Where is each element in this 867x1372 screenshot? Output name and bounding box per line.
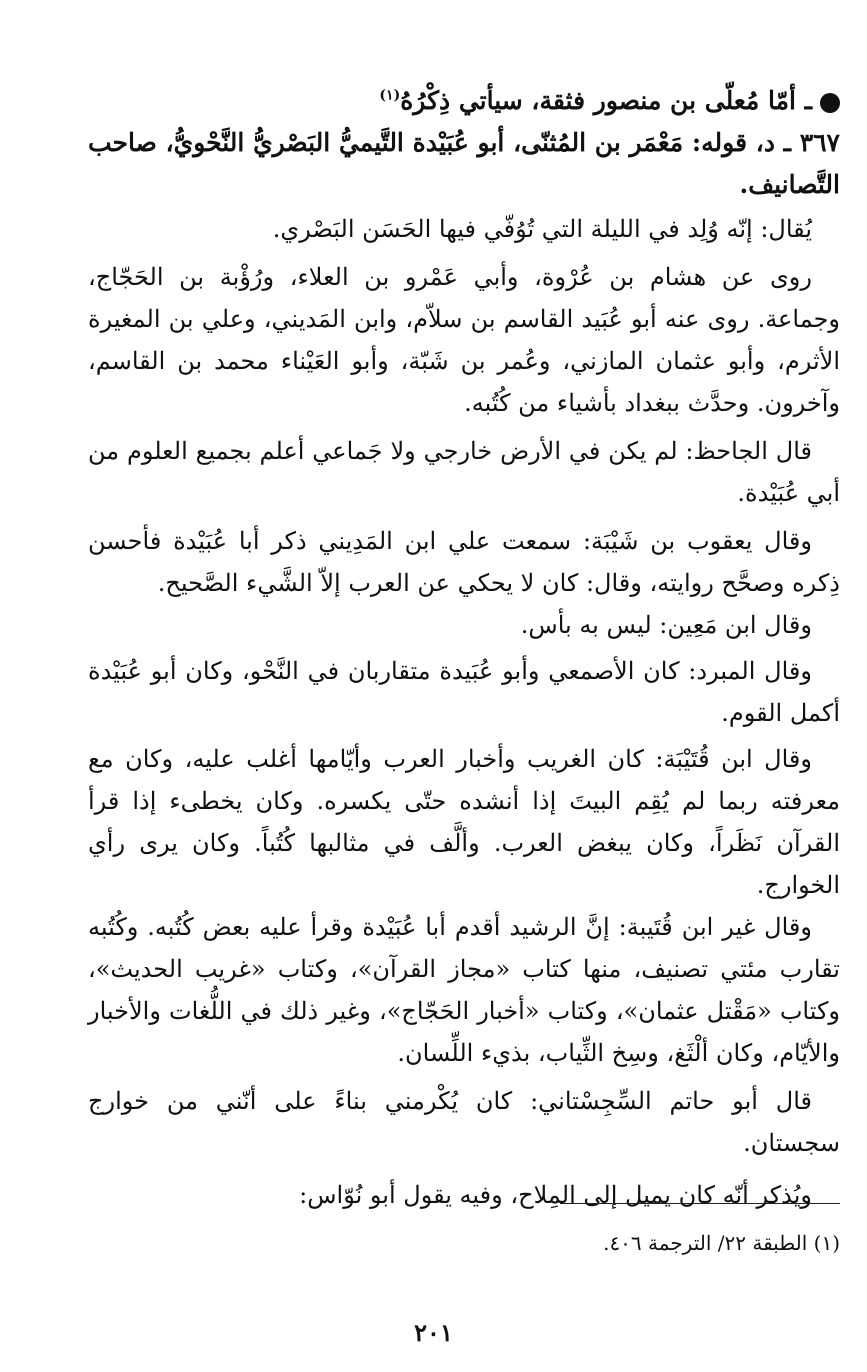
paragraph-jahiz: قال الجاحظ: لم يكن في الأرض خارجي ولا جَماعي أعلم بجميع العلوم من أبي عُبَيْدة. (88, 437, 840, 507)
paragraph-narrators: روى عن هشام بن عُرْوة، وأبي عَمْرو بن العلاء، ورُؤْبة بن الحَجّاج، وجماعة. روى عنه أبو عُبَيد القاسم بن سلاّم، وابن المَديني، وعلي بن المغيرة الأثرم، وأبو عثمان المازني، وعُمر بن شَبّة، وأبو العَيْناء محمد بن القاسم، وآخرون. وحدَّث ببغداد بأشياء من كُتُبه. (88, 263, 840, 417)
footnote-divider (560, 1203, 840, 1204)
note-heading-text: ـ أمّا مُعلّى بن منصور فثقة، سيأتي ذِكْرُهُ (400, 86, 812, 115)
paragraph-abu-nuwas: ويُذكر أنّه كان يميل إلى المِلاح، وفيه يقول أبو نُوّاس: (299, 1181, 812, 1209)
footnote-reference: (١) (379, 87, 401, 104)
paragraph-abu-hatim: قال أبو حاتم السِّجِسْتاني: كان يُكْرمني بناءً على أنّني من خوارج سجستان. (88, 1087, 840, 1157)
page-body (88, 80, 840, 1216)
note-heading (88, 80, 840, 122)
paragraph-ibn-main: وقال ابن مَعِين: ليس به بأس. (520, 611, 812, 639)
paragraph-yaqub: وقال يعقوب بن شَيْبَة: سمعت علي ابن المَدِيني ذكر أبا عُبَيْدة فأحسن ذِكره وصحَّح روايته، وقال: كان لا يحكي عن العرب إلاّ الشَّيء الصَّحيح. (88, 527, 840, 597)
paragraph-ibn-qutayba: وقال ابن قُتَيْبَة: كان الغريب وأخبار العرب وأيّامها أغلب عليه، وكان مع معرفته ربما لم يُقِم البيتَ إذا أنشده حتّى يكسره. وكان يخطىء إذا قرأ القرآن نَظَراً، وكان يبغض العرب. وألَّف في مثالبها كُتُباً. وكان يرى رأي الخوارج. (88, 745, 840, 899)
entry-heading: ٣٦٧ ـ د، قوله: مَعْمَر بن المُثنّى، أبو عُبَيْدة التَّيميُّ البَصْريُّ النَّحْويُّ، صاحب التَّصانيف. (88, 128, 840, 199)
footnote: (١) الطبقة ٢٢/ الترجمة ٤٠٦. (603, 1231, 840, 1255)
paragraph-mubarrad: وقال المبرد: كان الأصمعي وأبو عُبَيدة متقاربان في النَّحْو، وكان أبو عُبَيْدة أكمل القوم. (88, 657, 840, 727)
page-number: ٢٠١ (414, 1318, 453, 1347)
bullet-icon (820, 93, 840, 113)
paragraph-birth: يُقال: إنّه وُلِد في الليلة التي تُوُفّي فيها الحَسَن البَصْري. (272, 215, 812, 243)
paragraph-books: وقال غير ابن قُتَيبة: إنَّ الرشيد أقدم أبا عُبَيْدة وقرأ عليه بعض كُتُبه. وكُتُبه تقارب مئتي تصنيف، منها كتاب «مجاز القرآن»، وكتاب «غريب الحديث»، وكتاب «مَقْتل عثمان»، وكتاب «أخبار الحَجّاج»، وغير ذلك في اللُّغات والأخبار والأيّام، وكان ألْثَغ، وسِخ الثِّياب، بذيء اللِّسان. (88, 913, 840, 1067)
